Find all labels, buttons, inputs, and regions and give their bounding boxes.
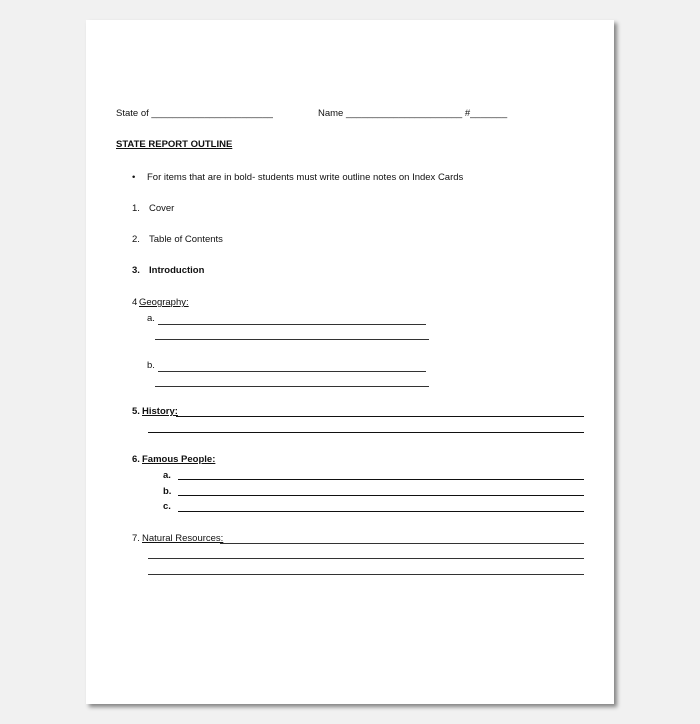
bullet-note: For items that are in bold- students must write outline notes on Index Cards <box>147 172 464 183</box>
item-resources-label: Natural Resources: <box>142 533 224 544</box>
item-geography-number: 4 <box>132 297 138 308</box>
famous-b-line <box>178 495 584 496</box>
resources-line-3 <box>148 574 584 575</box>
item-geography-label: Geography: <box>139 297 189 308</box>
famous-sub-a: a. <box>163 470 171 481</box>
geography-sub-b: b. <box>147 360 155 371</box>
item-history-number: 5. <box>132 406 140 417</box>
resources-line-1 <box>220 543 584 544</box>
geography-sub-a: a. <box>147 313 155 324</box>
item-famous-label: Famous People: <box>142 454 216 465</box>
resources-line-2 <box>148 558 584 559</box>
famous-a-line <box>178 479 584 480</box>
geography-a-line-2 <box>155 339 429 340</box>
item-toc-number: 2. <box>132 234 140 245</box>
famous-sub-c: c. <box>163 501 171 512</box>
item-history-label: History: <box>142 406 178 417</box>
item-cover-number: 1. <box>132 203 140 214</box>
history-line-1 <box>176 416 584 417</box>
item-cover-label: Cover <box>149 203 175 214</box>
bullet-icon: • <box>132 172 136 183</box>
history-line-2 <box>148 432 584 433</box>
page-title: STATE REPORT OUTLINE <box>116 139 233 150</box>
geography-a-line-1 <box>158 324 426 325</box>
item-famous-number: 6. <box>132 454 140 465</box>
item-toc-label: Table of Contents <box>149 234 223 245</box>
famous-c-line <box>178 511 584 512</box>
name-field-label: Name ______________________ #_______ <box>318 108 508 119</box>
item-intro-number: 3. <box>132 265 140 276</box>
geography-b-line-1 <box>158 371 426 372</box>
document-page <box>86 20 614 704</box>
item-resources-number: 7. <box>132 533 140 544</box>
item-intro-label: Introduction <box>149 265 205 276</box>
state-field-label: State of _______________________ <box>116 108 273 119</box>
geography-b-line-2 <box>155 386 429 387</box>
famous-sub-b: b. <box>163 486 172 497</box>
